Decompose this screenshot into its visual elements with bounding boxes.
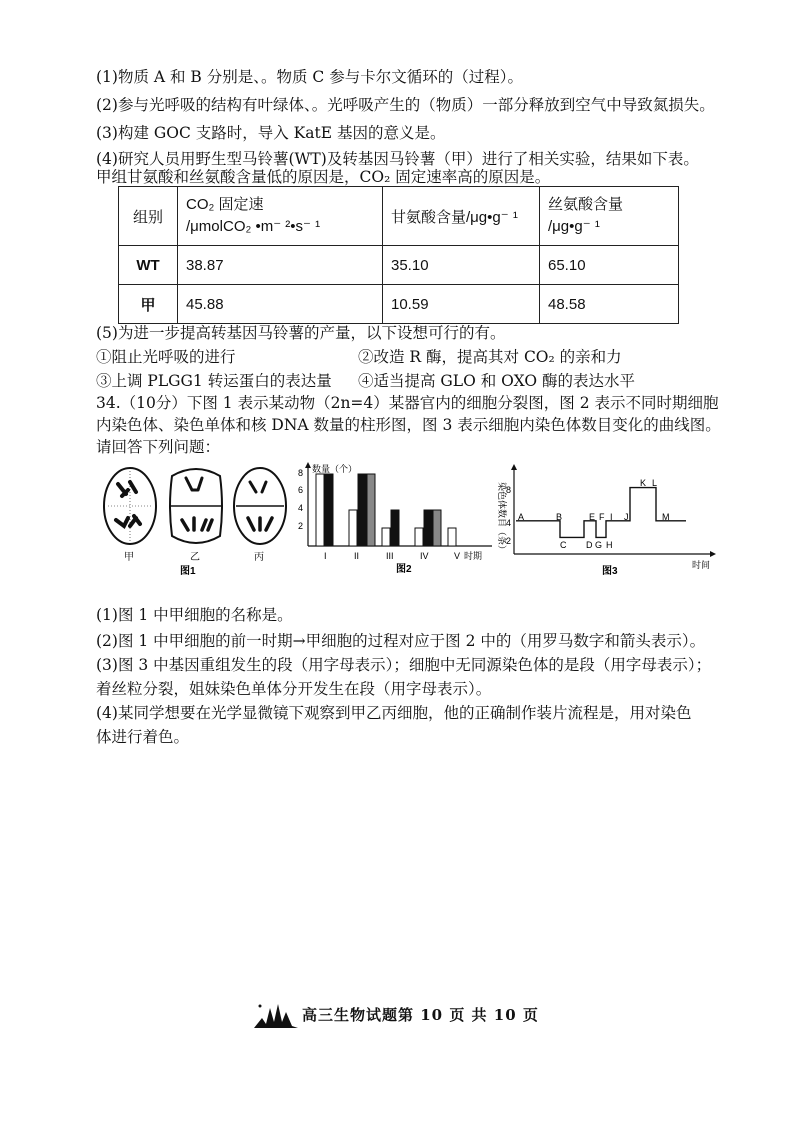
question-4b: 甲组甘氨酸和丝氨酸含量低的原因是，CO₂ 固定速率高的原因是。 [96,168,551,186]
fig3-point-label: M [662,512,670,522]
header-gly: 甘氨酸含量/μg•g⁻ ¹ [383,187,540,246]
fig2-bar [424,510,432,546]
fig3-point-label: H [606,540,613,550]
cell-label-jia: 甲 [124,552,134,563]
fig2-bar [382,528,390,546]
q34-sub3b: 着丝粒分裂，姐妹染色单体分开发生在段（用字母表示）。 [96,680,492,698]
q34-sub3a: (3)图 3 中基因重组发生的段（用字母表示）；细胞中无同源染色体的是段（用字母表示）； [96,656,712,674]
cell-bing [234,468,286,544]
fig3-xlabel: 时间 [692,560,711,570]
cell-label-bing: 丙 [254,552,264,563]
figure-2-caption: 图2 [396,564,412,575]
cell-gly: 10.59 [383,285,540,324]
fig3-point-label: G [595,540,603,550]
fig2-y-arrow [305,462,311,468]
fig3-point-label: I [610,512,613,522]
q34-sub4a: (4)某同学想要在光学显微镜下观察到甲乙丙细胞，他的正确制作装片流程是，用对染色 [96,704,692,722]
cell-ser: 48.58 [540,285,679,324]
fig3-point-label: E [589,512,596,522]
fig2-ytick: 4 [298,503,304,513]
fig3-point-label: A [518,512,525,522]
header-co2-line2: /μmolCO₂ •m⁻ ²•s⁻ ¹ [186,218,321,235]
cell-yi [170,469,222,543]
cell-label-yi: 乙 [190,552,200,563]
fig2-ytick: 8 [298,468,304,478]
fig3-x-arrow [710,551,716,557]
q34-sub2: (2)图 1 中甲细胞的前一时期→甲细胞的过程对应于图 2 中的（用罗马数字和箭头表示）。 [96,632,706,650]
fig2-xtick: II [354,551,360,561]
header-ser-line1: 丝氨酸含量 [548,196,624,213]
fig2-bars [316,474,456,546]
cell-jia [104,468,156,544]
q34-intro-line3: 请回答下列问题： [96,438,221,456]
figure-1 [96,460,296,580]
fig3-ylabel: 染色体数目（条） [497,482,507,555]
fig2-bar [316,474,324,546]
q34-intro-line2: 内染色体、染色单体和核 DNA 数量的柱形图，图 3 表示细胞内染色体数目变化的曲线图。 [96,416,721,434]
fig3-point-label: B [556,512,563,522]
question-4: (4)研究人员用野生型马铃薯(WT)及转基因马铃薯（甲）进行了相关实验，结果如下表。 [96,150,699,168]
question-2: (2)参与光呼吸的结构有叶绿体、。光呼吸产生的（物质）一部分释放到空气中导致氮损失。 [96,96,715,114]
option-2: ②改造 R 酶，提高其对 CO₂ 的亲和力 [358,348,622,366]
q34-sub4b: 体进行着色。 [96,728,190,746]
table-header-row [119,187,679,246]
footer-page-text: 高三生物试题第 10 页 共 10 页 [302,1006,539,1024]
fig3-ytick: 8 [506,485,512,495]
fig2-xtick: I [324,551,327,561]
cell-co2: 38.87 [178,246,383,285]
fig2-ytick: 2 [298,521,304,531]
fig3-y-arrow [511,464,517,470]
fig2-bar [448,528,456,546]
fig2-ytick: 6 [298,485,304,495]
fig2-xtick: V [454,551,461,561]
fig3-point-label: J [624,512,629,522]
header-co2 [178,187,383,246]
table-row [119,246,679,285]
fig2-bar [433,510,441,546]
cell-co2: 45.88 [178,285,383,324]
question-3: (3)构建 GOC 支路时，导入 KatE 基因的意义是。 [96,124,446,142]
page-footer [252,1000,539,1034]
header-group: 组别 [119,187,178,246]
fig2-bar [325,474,333,546]
fig2-bar [349,510,357,546]
figure-3-caption: 图3 [602,566,618,577]
fig2-xtick: III [386,551,394,561]
option-4: ④适当提高 GLO 和 OXO 酶的表达水平 [358,372,635,390]
fig2-ylabel: 数量（个） [312,464,358,474]
header-ser [540,187,679,246]
fig2-xlabel: 时期 [464,551,483,561]
fig2-xtick: IV [420,551,429,561]
fig3-point-label: L [652,478,658,488]
cell-group: 甲 [119,285,178,324]
footer-logo-icon [252,1000,300,1030]
cell-group: WT [119,246,178,285]
cell-ser: 65.10 [540,246,679,285]
fig3-point-label: D [586,540,593,550]
fig3-point-label: K [640,478,647,488]
question-1: (1)物质 A 和 B 分别是、。物质 C 参与卡尔文循环的（过程）。 [96,68,523,86]
fig3-point-label: F [599,512,605,522]
option-1: ①阻止光呼吸的进行 [96,348,236,366]
figure-1-caption: 图1 [180,566,196,577]
header-ser-line2: /μg•g⁻ ¹ [548,218,600,235]
figure-2-chart [296,460,496,580]
option-3: ③上调 PLGG1 转运蛋白的表达量 [96,372,332,390]
q34-sub1: (1)图 1 中甲细胞的名称是。 [96,606,293,624]
fig3-ytick: 4 [506,518,512,528]
question-5: (5)为进一步提高转基因马铃薯的产量，以下设想可行的有。 [96,324,506,342]
cell-gly: 35.10 [383,246,540,285]
table-row [119,285,679,324]
fig2-bar [391,510,399,546]
fig3-point-label: C [560,540,567,550]
fig3-ytick: 2 [506,536,512,546]
fig2-bar [415,528,423,546]
header-co2-line1: CO₂ 固定速 [186,196,264,213]
fig2-bar [358,474,366,546]
q34-intro-line1: 34.（10分）下图 1 表示某动物（2n=4）某器官内的细胞分裂图，图 2 表示不同时期细胞 [96,394,719,412]
results-table [118,186,679,324]
fig2-bar [367,474,375,546]
figure-3-chart [490,462,722,582]
